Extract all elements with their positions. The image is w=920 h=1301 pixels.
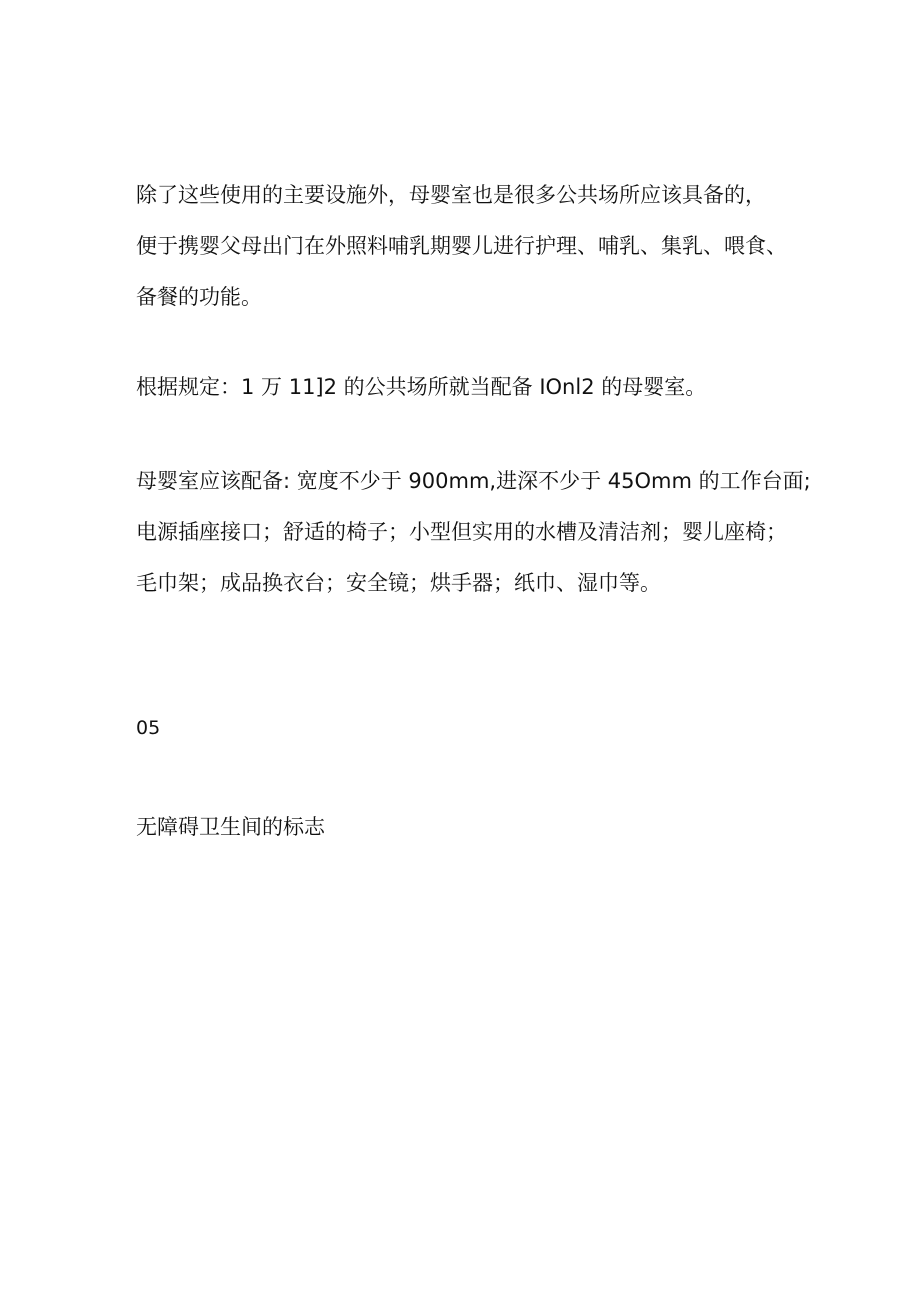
text-line: 电源插座接口；舒适的椅子；小型但实用的水槽及清洁剂；婴儿座椅； xyxy=(136,520,787,544)
text-line: 备餐的功能。 xyxy=(136,285,262,309)
text-line: 母婴室应该配备: 宽度不少于 900mm,进深不少于 45Omm 的工作台面; xyxy=(136,469,811,493)
paragraph-regulation xyxy=(136,362,826,413)
text-line: 便于携婴父母出门在外照料哺乳期婴儿进行护理、哺乳、集乳、喂食、 xyxy=(136,234,787,258)
paragraph-facilities xyxy=(136,170,826,323)
text-line: 除了这些使用的主要设施外，母婴室也是很多公共场所应该具备的， xyxy=(136,183,766,207)
text-line: 根据规定：1 万 11]2 的公共场所就当配备 IOnl2 的母婴室。 xyxy=(136,375,707,399)
section-title: 无障碍卫生间的标志 xyxy=(136,815,325,839)
text-line: 毛巾架；成品换衣台；安全镜；烘手器；纸巾、湿巾等。 xyxy=(136,571,661,595)
section-number: 05 xyxy=(136,717,161,739)
paragraph-equipment xyxy=(136,456,826,609)
